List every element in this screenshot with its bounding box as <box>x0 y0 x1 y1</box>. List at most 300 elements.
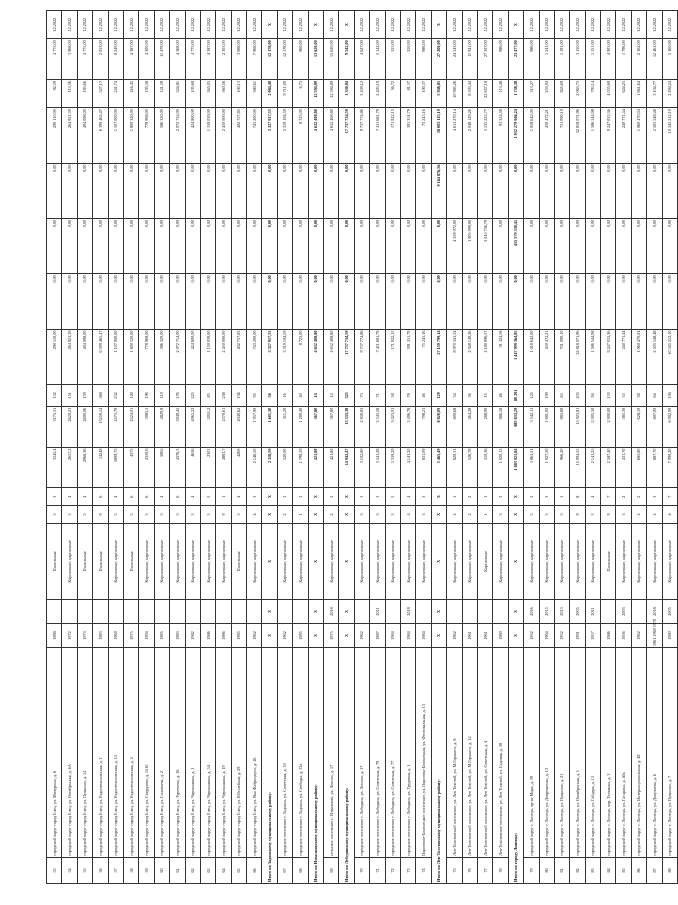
table-cell: X <box>339 488 354 506</box>
table-cell: 46 <box>416 384 431 406</box>
table-cell: 1972 <box>62 624 77 648</box>
table-cell: X <box>431 624 446 648</box>
table-row <box>385 11 400 884</box>
table-cell: 1 191,00 <box>554 39 569 80</box>
table-cell: 4 <box>77 488 92 506</box>
table-cell: 264 921,39 <box>62 329 77 384</box>
table-cell: 63 <box>200 857 215 883</box>
table-cell: 62 <box>185 857 200 883</box>
table-cell: 12.2022 <box>370 11 385 39</box>
table-cell: 0,00 <box>93 218 108 273</box>
subtotal-row <box>339 11 354 884</box>
table-cell: 46 <box>493 384 508 406</box>
table-cell: 527,17 <box>93 80 108 108</box>
address-cell: Лев-Толстовский поселение, ул. Лев Толстой, ул. Советская, д. 4 <box>477 648 492 858</box>
table-cell: 24 543,00 <box>447 39 462 80</box>
table-cell: 27 507,00 <box>477 39 492 80</box>
table-cell: 1961 <box>462 624 477 648</box>
table-cell: 883,80 <box>554 406 569 447</box>
table-cell: 1 905 999,00 <box>462 218 477 273</box>
table-cell: 12.2022 <box>601 11 616 39</box>
table-cell: 1 681,92 <box>539 406 554 447</box>
table-cell: 3 <box>493 488 508 506</box>
table-cell: 4 300,00 <box>139 39 154 80</box>
table-cell <box>216 599 231 623</box>
table-cell: 13 620,00 <box>308 39 323 80</box>
table-cell: 66 <box>247 857 262 883</box>
table-cell: 4 141,20 <box>400 447 415 488</box>
table-cell: Кирпичные, кирпичные <box>108 523 123 599</box>
table-row <box>416 11 431 884</box>
table-cell: 0,00 <box>493 218 508 273</box>
table-row <box>354 11 369 884</box>
table-cell: 56,72 <box>385 80 400 108</box>
table-cell: 5 <box>200 488 215 506</box>
table-cell: 3 327 917,55 <box>262 329 277 384</box>
table-cell: 6 399 465,47 <box>93 108 108 163</box>
table-cell: X <box>262 506 277 524</box>
table-cell: 1 107 000,00 <box>108 108 123 163</box>
table-cell: 4370,61 <box>216 406 231 447</box>
table-cell: 1 060 470,04 <box>631 108 646 163</box>
table-cell: X <box>308 523 323 599</box>
table-cell: 9 247 033,36 <box>601 329 616 384</box>
table-cell: 778 968,00 <box>139 329 154 384</box>
table-cell: X <box>339 506 354 524</box>
table-cell: 1956 <box>616 624 631 648</box>
table-cell: 11 941,00 <box>462 39 477 80</box>
table-cell: 0,00 <box>462 274 477 329</box>
table-cell: 3 <box>324 488 339 506</box>
table-cell: Кирпичные, кирпичные <box>200 523 215 599</box>
table-cell: 78 <box>400 384 415 406</box>
table-cell: 176 <box>170 384 185 406</box>
table-cell: 0,00 <box>62 218 77 273</box>
table-cell: 194 <box>662 384 677 406</box>
table-cell: 4 627,00 <box>354 39 369 80</box>
table-cell: 3 <box>616 506 631 524</box>
table-cell: X <box>308 506 323 524</box>
table-cell: 75 245,16 <box>416 108 431 163</box>
table-cell: 1 957,90 <box>247 406 262 447</box>
table-cell: 12.2022 <box>416 11 431 39</box>
table-cell <box>123 599 138 623</box>
table-cell: 56 <box>93 857 108 883</box>
address-cell: городское поселение г. Задонск, ул. Советская, д. 55 <box>277 648 292 858</box>
table-cell: X <box>262 624 277 648</box>
table-cell: 986,00 <box>493 39 508 80</box>
table-cell: 526,78 <box>462 447 477 488</box>
address-cell: Лев-Толстовское поселение, ул. Лев Толстой, ул. Садовая, д. 38 <box>493 648 508 858</box>
table-cell: 5 <box>524 506 539 524</box>
table-cell: 27 139 799,14 <box>431 329 446 384</box>
table-cell: 0,00 <box>216 163 231 218</box>
table-cell: 4 775,00 <box>185 39 200 80</box>
table-cell: 2 <box>631 506 646 524</box>
table-cell: 12.2022 <box>47 11 62 39</box>
table-cell: 310,56 <box>477 447 492 488</box>
table-cell: 4 <box>662 506 677 524</box>
table-cell: 78 <box>493 857 508 883</box>
table-cell: 2 048 149,26 <box>462 108 477 163</box>
table-cell: 4 <box>247 506 262 524</box>
table-cell: Кирпичные, кирпичные <box>554 523 569 599</box>
table-cell: 2 505 548,48 <box>647 108 662 163</box>
table-cell: 0,00 <box>77 163 92 218</box>
table-cell: X <box>508 523 523 599</box>
table-cell <box>462 599 477 623</box>
table-cell: 81 <box>554 857 569 883</box>
table-cell: 238 <box>216 384 231 406</box>
table-cell: 1952 <box>524 624 539 648</box>
table-cell: 17 737 734,59 <box>339 108 354 163</box>
table-cell: 195,58 <box>139 80 154 108</box>
table-cell: 75 245,16 <box>416 329 431 384</box>
table-cell: 59 <box>139 857 154 883</box>
table-cell: 36 <box>462 384 477 406</box>
table-cell: 241,74 <box>108 80 123 108</box>
table-cell: 79 <box>524 857 539 883</box>
table-cell: 0,00 <box>154 274 169 329</box>
table-row <box>247 11 262 884</box>
table-cell: 2 146,50 <box>247 447 262 488</box>
table-cell: 5 <box>539 506 554 524</box>
table-cell: Кирпичные, кирпичные <box>616 523 631 599</box>
table-cell: 2 <box>462 506 477 524</box>
table-cell: 0,00 <box>447 274 462 329</box>
address-cell: Лев-Толстовский поселение, ул. Лев Толстой, ул. М.Горького, д. 12 <box>462 648 477 858</box>
table-cell: 4 775,00 <box>47 39 62 80</box>
table-cell: 12.2022 <box>247 11 262 39</box>
table-cell: 10 345 212,10 <box>662 108 677 163</box>
address-cell: Пироговое-Болонецкое поселение, ул. Пирогова-Болонецкая, ул. Фестивальная, д. 13 <box>416 648 431 858</box>
table-cell: 0,00 <box>185 274 200 329</box>
address-cell: городской округ г. Липецк, ул. Пушкина, д. 21 <box>554 648 569 858</box>
address-cell: городской округ город Елец, ул. Радиотехническая, д. 15 <box>108 648 123 858</box>
table-cell: 4 903,00 <box>601 39 616 80</box>
table-cell: Кирпичные, кирпичные <box>370 523 385 599</box>
table-cell: 5 <box>200 506 215 524</box>
table-cell: 4 <box>154 488 169 506</box>
table-cell: 2 <box>631 488 646 506</box>
table-cell: 5065 <box>154 447 169 488</box>
table-cell: 3 <box>416 488 431 506</box>
table-cell: 2690,06 <box>77 406 92 447</box>
table-cell: 5 465,49 <box>431 447 446 488</box>
table-cell: 65 <box>231 857 246 883</box>
table-cell: 0,00 <box>170 163 185 218</box>
table-cell <box>354 599 369 623</box>
table-cell: 0,00 <box>647 163 662 218</box>
table-cell: 2301 <box>200 447 215 488</box>
table-cell: 0,00 <box>108 163 123 218</box>
table-cell: 1 159 039,00 <box>200 108 215 163</box>
table-cell: 55 <box>77 857 92 883</box>
table-cell: 0,00 <box>400 163 415 218</box>
table-cell: 2005 <box>570 599 585 623</box>
table-cell: X <box>431 11 446 39</box>
table-cell: 3175,31 <box>47 406 62 447</box>
table-cell: X <box>508 599 523 623</box>
table-cell: 4829,8 <box>154 406 169 447</box>
address-cell: городское поселение г. Лебедянь, ул. Трудовая, д. 1 <box>400 648 415 858</box>
table-cell: 1 <box>554 488 569 506</box>
table-cell: 2 450 000,00 <box>216 329 231 384</box>
table-cell: 402 757,85 <box>231 329 246 384</box>
table-cell: 1983 <box>93 624 108 648</box>
table-cell: 1 289,40 <box>293 406 308 447</box>
table-cell: 5 <box>108 506 123 524</box>
table-cell: 5 <box>139 506 154 524</box>
table-cell: 85 <box>616 857 631 883</box>
table-cell: 14 942,47 <box>339 447 354 488</box>
table-cell: 5 <box>77 506 92 524</box>
subtotal-label: Итого по Измалковскому муниципальному району: <box>308 648 323 884</box>
table-cell: 2011 <box>370 599 385 623</box>
table-cell: 76 <box>462 857 477 883</box>
table-cell: 88 <box>662 857 677 883</box>
table-cell: X <box>262 599 277 623</box>
table-cell: Кирпичные, кирпичные <box>570 523 585 599</box>
table-cell: 125 <box>524 384 539 406</box>
table-cell: 139 <box>77 384 92 406</box>
table-cell: 1980 <box>493 624 508 648</box>
table-cell: 1 738,38 <box>508 80 523 108</box>
table-cell: Кирпичные, кирпичные <box>277 523 292 599</box>
table-cell: 0,00 <box>524 163 539 218</box>
table-cell: 0,00 <box>216 218 231 273</box>
table-cell: 1962 <box>354 624 369 648</box>
table-cell: X <box>431 488 446 506</box>
table-cell: 0,00 <box>154 163 169 218</box>
table-row <box>447 11 462 884</box>
table-row <box>524 11 539 884</box>
table-cell: 2003 <box>616 599 631 623</box>
table-cell: 986,00 <box>524 39 539 80</box>
table-cell: 8 249,00 <box>108 39 123 80</box>
table-cell: 0,00 <box>416 274 431 329</box>
table-cell: 0,00 <box>370 274 385 329</box>
table-cell: Кирпичные, кирпичные <box>462 523 477 599</box>
table-cell: 60 <box>154 857 169 883</box>
table-cell: 0,00 <box>93 163 108 218</box>
table-cell: 3 <box>354 506 369 524</box>
table-cell: 7 411 681,79 <box>370 329 385 384</box>
document-sheet <box>46 10 673 884</box>
table-cell: Кирпичные, кирпичные <box>416 523 431 599</box>
address-cell: городской округ город Елец, ул. Тургенева, д. 16 <box>170 648 185 858</box>
table-cell: 0,00 <box>570 274 585 329</box>
table-cell: 3 <box>493 506 508 524</box>
table-cell: 0,00 <box>231 274 246 329</box>
table-cell: 5 <box>231 506 246 524</box>
table-cell: 4269 <box>231 447 246 488</box>
table-cell: Кирпичные, кирпичные <box>662 523 677 599</box>
table-cell: 113,56 <box>62 80 77 108</box>
table-cell: 67 <box>277 857 292 883</box>
table-cell: 22 857,18 <box>477 80 492 108</box>
table-cell: 13259,14 <box>93 406 108 447</box>
table-cell: 61 <box>170 857 185 883</box>
table-cell: X <box>308 599 323 623</box>
table-cell: 3 541,28 <box>370 447 385 488</box>
table-cell: 2 <box>462 488 477 506</box>
table-cell: 3 102,80 <box>354 447 369 488</box>
table-cell: 100,37 <box>416 80 431 108</box>
table-cell: 2968,36 <box>77 447 92 488</box>
table-cell: 0,00 <box>216 274 231 329</box>
table-row <box>601 11 616 884</box>
table-cell: 12.2022 <box>477 11 492 39</box>
table-cell: 0,00 <box>185 163 200 218</box>
table-cell: 77 <box>477 857 492 883</box>
table-cell: 171 922,15 <box>385 108 400 163</box>
table-cell: 793,14 <box>585 80 600 108</box>
table-row <box>47 11 62 884</box>
table-cell: 12.2022 <box>539 11 554 39</box>
table-cell: 12.2022 <box>93 11 108 39</box>
table-cell: 586 320,00 <box>154 108 169 163</box>
table-cell: 12.2022 <box>647 11 662 39</box>
table-cell <box>601 599 616 623</box>
table-cell: 4 387,00 <box>123 39 138 80</box>
address-cell: городской округ г. Липецк, ул. Гайдара, д. 13 <box>585 648 600 858</box>
table-cell: 86 <box>631 857 646 883</box>
table-cell: 3 496,78 <box>400 406 415 447</box>
table-cell: Кирпичные, кирпичные <box>385 523 400 599</box>
table-cell: 0,00 <box>247 218 262 273</box>
table-cell: 2 830,83 <box>354 406 369 447</box>
table-cell: 5 <box>554 506 569 524</box>
table-cell: 1 586 544,98 <box>585 329 600 384</box>
table-cell <box>62 599 77 623</box>
table-cell: 1957 <box>585 624 600 648</box>
table-cell: 0,00 <box>631 163 646 218</box>
table-cell: 320,00 <box>277 447 292 488</box>
table-cell: 1975 <box>324 624 339 648</box>
table-cell: 0,00 <box>123 274 138 329</box>
table-cell: 290 110,00 <box>47 329 62 384</box>
table-cell: 80 <box>539 857 554 883</box>
table-cell: 12.2022 <box>631 11 646 39</box>
table-cell: 12.2022 <box>616 11 631 39</box>
table-cell: 12.2022 <box>493 11 508 39</box>
table-cell: 12.2022 <box>462 11 477 39</box>
table-cell: 9 <box>570 506 585 524</box>
table-cell: Кирпичные, кирпичные <box>631 523 646 599</box>
table-cell: 0,00 <box>339 163 354 218</box>
table-cell: 0,00 <box>385 218 400 273</box>
table-cell: 0,00 <box>324 274 339 329</box>
table-cell: 3 045 756,79 <box>477 218 492 273</box>
table-cell: 4065,22 <box>185 406 200 447</box>
table-cell: 0,00 <box>370 218 385 273</box>
table-cell: 0,00 <box>339 218 354 273</box>
table-cell: 6 902,90 <box>662 406 677 447</box>
table-cell: 0,00 <box>416 163 431 218</box>
table-cell: 0,00 <box>62 163 77 218</box>
table-cell: 56 <box>262 384 277 406</box>
address-cell: городской округ г. Липецк, ул. Гагарина, д. 40а <box>616 648 631 858</box>
table-cell <box>631 599 646 623</box>
table-cell: 240 771,44 <box>616 329 631 384</box>
table-cell: 171 922,15 <box>385 329 400 384</box>
table-cell: 560,56 <box>216 80 231 108</box>
table-cell: 7 <box>662 488 677 506</box>
table-cell <box>293 599 308 623</box>
table-cell: 12 178,00 <box>262 39 277 80</box>
table-cell: 15 923,81 <box>570 406 585 447</box>
table-cell: 81,37 <box>400 80 415 108</box>
table-cell: 69 <box>324 857 339 883</box>
table-cell: 2 072 714,00 <box>170 108 185 163</box>
table-cell: 232 <box>108 384 123 406</box>
table-cell: 0,00 <box>447 163 462 218</box>
table-cell: 743 200,00 <box>247 329 262 384</box>
table-cell: 0,00 <box>354 218 369 273</box>
table-cell: 4 611 270,14 <box>447 108 462 163</box>
table-cell: 0,00 <box>493 163 508 218</box>
table-cell: 778 968,00 <box>139 108 154 163</box>
table-cell: 13 333,38 <box>339 406 354 447</box>
table-cell: 183,66 <box>77 80 92 108</box>
table-cell: 64 <box>647 384 662 406</box>
table-cell: Кирпичные, кирпичные <box>154 523 169 599</box>
address-cell: городской округ город Елец, ул. Радиотехническая, д. 1 <box>93 648 108 858</box>
table-cell <box>416 599 431 623</box>
table-cell: 0,00 <box>631 274 646 329</box>
table-cell: 3 <box>247 488 262 506</box>
table-cell: 0,00 <box>539 163 554 218</box>
address-cell: городское поселение г. Лебедянь, ул. Советская, д. 77 <box>385 648 400 858</box>
table-cell: 1 032 279 946,24 <box>508 108 523 163</box>
table-cell: 430 472,21 <box>539 108 554 163</box>
table-cell: 0,00 <box>231 218 246 273</box>
table-cell <box>170 599 185 623</box>
table-cell: 2 900,00 <box>601 406 616 447</box>
table-cell: 4656 <box>185 447 200 488</box>
table-cell: 12.2022 <box>231 11 246 39</box>
table-cell: 3 968,00 <box>62 39 77 80</box>
table-cell: 391 351,79 <box>400 108 415 163</box>
table-cell: 0,00 <box>47 274 62 329</box>
table-row <box>170 11 185 884</box>
table-cell: 731 090,10 <box>554 329 569 384</box>
table-cell: 809,68 <box>447 406 462 447</box>
table-cell: X <box>508 11 523 39</box>
table-cell: 731 090,10 <box>554 108 569 163</box>
table-cell: 2 <box>647 506 662 524</box>
table-cell: 58 <box>123 857 138 883</box>
table-cell: 3 542,11 <box>524 406 539 447</box>
table-cell: 1 <box>216 488 231 506</box>
table-cell: 367,80 <box>324 406 339 447</box>
table-cell: 92,59 <box>47 80 62 108</box>
table-cell: 8 <box>570 488 585 506</box>
table-cell: 1985 <box>231 624 246 648</box>
table-cell: 240 771,44 <box>616 108 631 163</box>
table-cell: 8 970 341,54 <box>447 329 462 384</box>
table-cell: 0,00 <box>647 274 662 329</box>
table-cell: 4 <box>400 506 415 524</box>
table-row <box>662 11 677 884</box>
table-cell: 2 084,48 <box>262 80 277 108</box>
table-cell: 1983 <box>170 624 185 648</box>
table-cell: X <box>431 599 446 623</box>
table-cell: Кирпичные, кирпичные <box>539 523 554 599</box>
table-cell: 0,00 <box>385 274 400 329</box>
table-cell: 2018 <box>400 599 415 623</box>
